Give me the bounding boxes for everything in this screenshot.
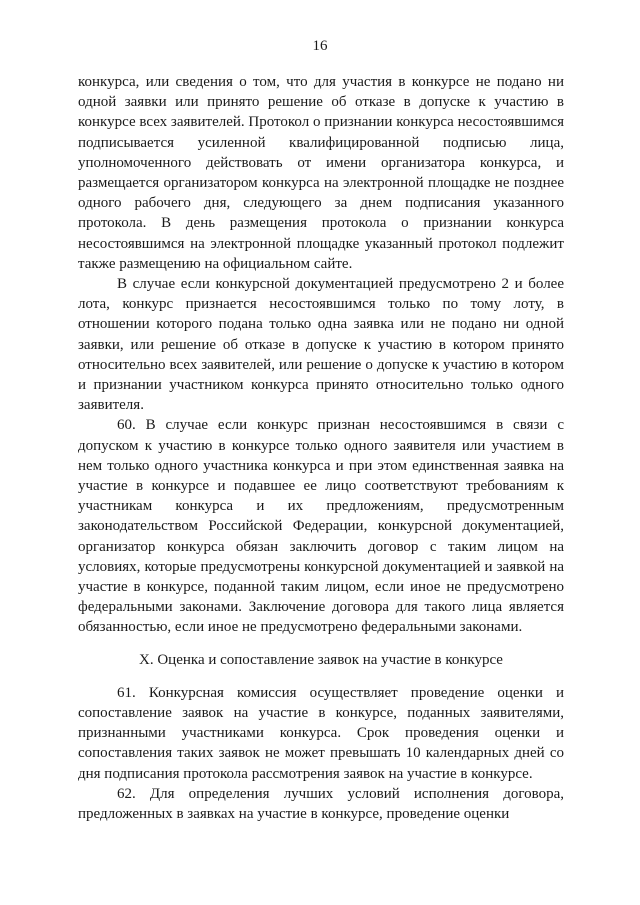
paragraph-62: 62. Для определения лучших условий исполнения договора, предложенных в заявках на участие в конкурсе, проведение оценки xyxy=(78,785,564,822)
paragraph-lots: В случае если конкурсной документацией предусмотрено 2 и более лота, конкурс признается несостоявшимся только по тому лоту, в отношении которого подана только одна заявка или не подано ни одной заявки, или решение об отказе в допуске к участию в котором принято относительно всех заявителей, или решение о допуске к участию в котором и признании участником конкурса принято относительно только одного заявителя. xyxy=(78,276,564,414)
paragraph-continuation: конкурса, или сведения о том, что для участия в конкурсе не подано ни одной заявки или принято решение об отказе в допуске к участию в конкурсе всех заявителей. Протокол о признании конкурса несостоявшимся подписывается усиленной квалифицированной подписью лица, уполномоченного действовать от имени организатора конкурса, и размещается организатором конкурса на электронной площадке не позднее одного рабочего дня, следующего за днем подписания указанного протокола. В день размещения протокола о признании конкурса несостоявшимся на электронной площадке указанный протокол подлежит также размещению на официальном сайте. xyxy=(78,74,565,272)
paragraph-60: 60. В случае если конкурс признан несостоявшимся в связи с допуском к участию в конкурсе только одного заявителя или участием в нем только одного участника конкурса и при этом единственная заявка на участие в конкурсе и подавшее ее лицо соответствуют требованиям к участникам конкурса и их предложениям, предусмотренным законодательством Российской Федерации, конкурсной документацией, организатор конкурса обязан заключить договор с таким лицом на условиях, которые предусмотрены конкурсной документацией и заявкой на участие в конкурсе, поданной таким лицом, если иное не предусмотрено федеральными законами. Заключение договора для такого лица является обязанностью, если иное не предусмотрено федеральными законами. xyxy=(78,417,564,636)
document-body xyxy=(78,72,564,824)
page-number: 16 xyxy=(312,38,328,54)
section-heading: X. Оценка и сопоставление заявок на участие в конкурсе xyxy=(139,651,503,668)
paragraph-61: 61. Конкурсная комиссия осуществляет проведение оценки и сопоставление заявок на участие в конкурсе, поданных заявителями, признанными участниками конкурса. Срок проведения оценки и сопоставления таких заявок не может превышать 10 календарных дней со дня подписания протокола рассмотрения заявок на участие в конкурсе. xyxy=(78,684,564,782)
